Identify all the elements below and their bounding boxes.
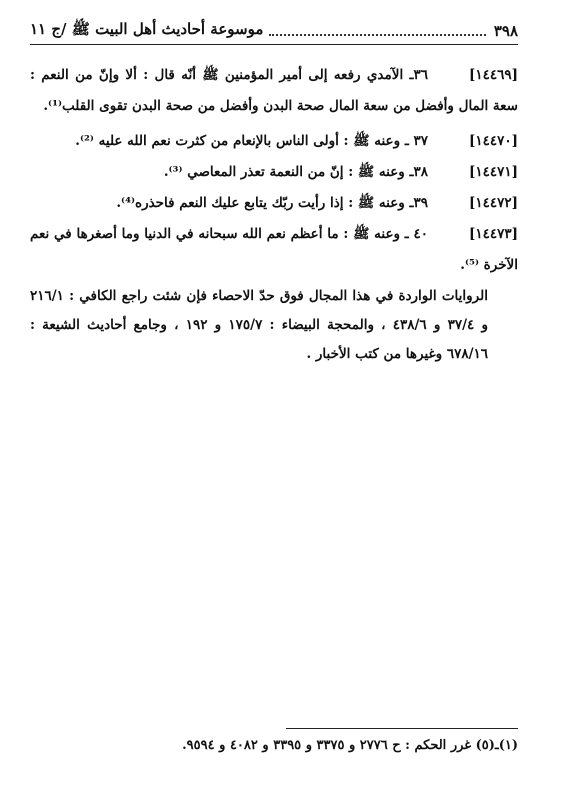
page-header [30,20,518,42]
hadith-number: [١٤٤٦٩] [468,67,518,83]
hadith-number: [١٤٤٧٣] [468,226,518,242]
hadith-text: ٣٧ ـ وعنه ﷺ : أولى الناس بالإنعام من كثرت نعم الله عليه ⁽²⁾. [75,133,428,149]
book-title: موسوعة أحاديث أهل البيت ﷺ /ج ١١ [30,20,264,38]
hadith-entry [30,60,518,122]
page-number: ٣٩٨ [493,22,518,40]
hadith-entry [30,126,518,157]
hadith-text: ٣٩ـ وعنه ﷺ : إذا رأيت ربّك يتابع عليك النعم فاحذره⁽⁴⁾. [116,195,428,211]
references-paragraph: الروايات الواردة في هذا المجال فوق حدّ الاحصاء فإن شئت راجع الكافي : ٢١٦/١ و ٣٧/٤ و ٤٣٨/٦ ، والمحجة البيضاء : ١٧٥/٧ و ١٩٢ ، وجامع أحاديث الشيعة : ٦٧٨/١٦ وغيرها من كتب الأخبار . [30,288,489,362]
hadith-entry [30,219,518,281]
header-dot-leader [269,34,485,36]
header-rule [30,44,518,45]
footnote: (١)ـ(٥) غرر الحكم : ح ٢٧٧٦ و ٣٣٧٥ و ٣٣٩٥ و ٤٠٨٢ و ٩٥٩٤. [182,738,518,753]
hadith-number: [١٤٤٧٠] [468,133,518,149]
hadith-list [30,60,518,281]
hadith-entry [30,188,518,219]
footnote-rule [286,728,518,729]
hadith-text: ٤٠ ـ وعنه ﷺ : ما أعظم نعم الله سبحانه في الدنيا وما أصغرها في نعم الآخرة ⁽⁵⁾. [30,226,518,273]
hadith-number: [١٤٤٧١] [468,164,518,180]
hadith-text: ٣٦ـ الآمدي رفعه إلى أمير المؤمنين ﷺ أنّه قال : ألا وإنّ من النعم : سعة المال وأفضل من سعة المال صحة البدن وأفضل من صحة البدن تقوى القلب⁽¹⁾. [30,67,518,114]
hadith-number: [١٤٤٧٢] [468,195,518,211]
hadith-text: ٣٨ـ وعنه ﷺ : إنّ من النعمة تعذر المعاصي ⁽³⁾. [163,164,428,180]
hadith-entry [30,157,518,188]
